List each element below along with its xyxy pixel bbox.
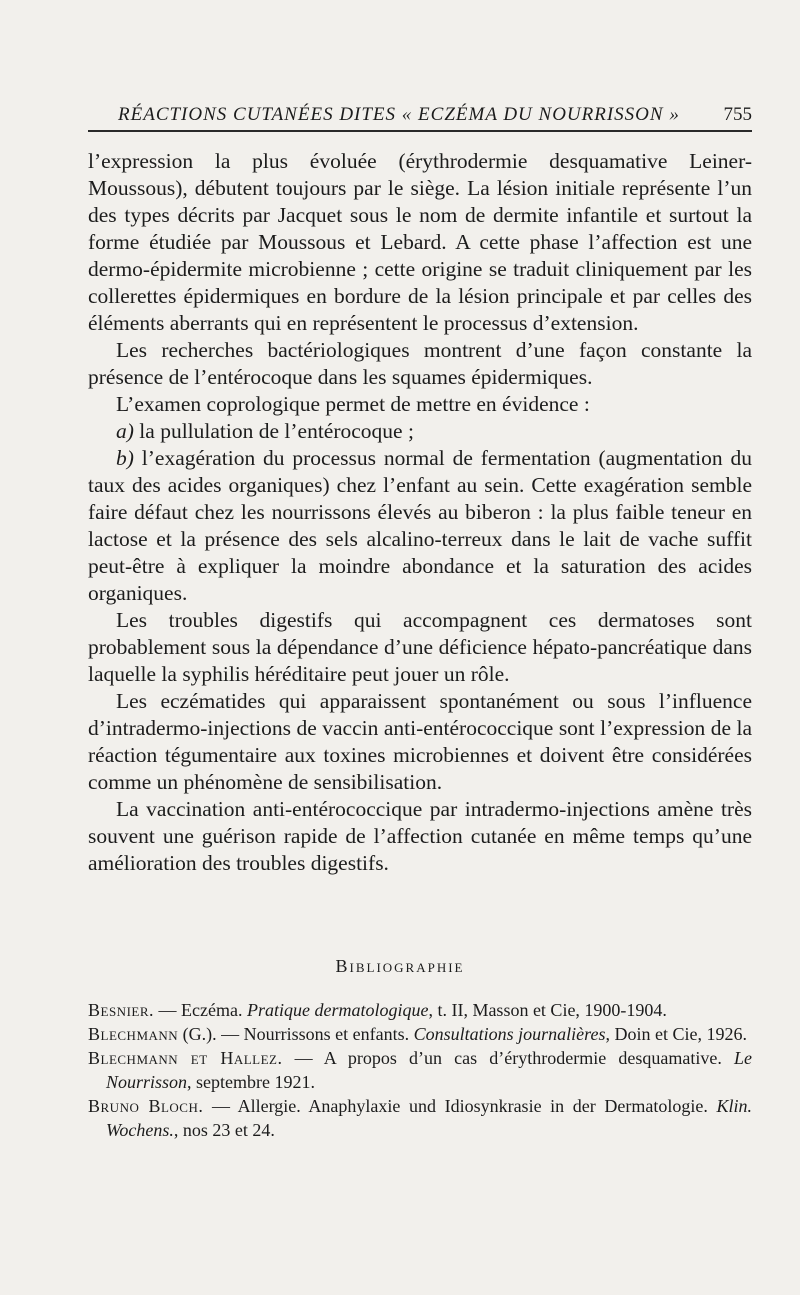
list-item-text: la pullulation de l’entérocoque ; xyxy=(139,419,414,443)
bib-author: Bruno Bloch. xyxy=(88,1096,204,1116)
paragraph: Les recherches bactériologiques montrent d’une façon constante la présence de l’entérocoque dans les squames épidermiques. xyxy=(88,338,752,389)
bib-text: , Doin et Cie, 1926. xyxy=(605,1024,747,1044)
bib-work-title: Le Nourrisson xyxy=(106,1048,752,1092)
bib-text: , nos 23 et 24. xyxy=(173,1120,275,1140)
list-marker: b) xyxy=(116,446,134,470)
bib-work-title: Pratique dermatologique xyxy=(246,1000,429,1020)
bibliography-entry xyxy=(88,998,752,1022)
list-marker: a) xyxy=(116,419,134,443)
paragraph: Les eczématides qui apparaissent spontanément ou sous l’influence d’intradermo-injections de vaccin anti-entérococcique sont l’expression de la réaction tégumentaire aux toxines microbiennes et doivent être considérées comme un phénomène de sensibilisation. xyxy=(88,689,752,794)
bib-author: Blechmann et Hallez. xyxy=(88,1048,283,1068)
bibliography-entry xyxy=(88,1022,752,1046)
list-item-text: l’exagération du processus normal de fermentation (augmentation du taux des acides organiques) chez l’enfant au sein. Cette exagération semble faire défaut chez les nourrissons élevés au biberon : la plus faible teneur en lactose et la présence des sels alcalino-terreux dans le lait de vache suffit peut-être à expliquer la moindre abondance et la saturation des acides organiques. xyxy=(88,446,752,605)
page-number: 755 xyxy=(723,104,752,125)
bibliography-list xyxy=(88,998,752,1142)
bibliography-entry xyxy=(88,1046,752,1094)
bib-work-title: Consultations journalières xyxy=(413,1024,606,1044)
bib-work-title: Klin. Wochens. xyxy=(106,1096,752,1140)
bib-text: , t. II, Masson et Cie, 1900-1904. xyxy=(428,1000,667,1020)
paragraph: Les troubles digestifs qui accompagnent ces dermatoses sont probablement sous la dépendance d’une déficience hépato-pancréatique dans laquelle la syphilis héréditaire peut jouer un rôle. xyxy=(88,608,752,686)
bib-text: — Allergie. Anaphylaxie und Idiosynkrasie in der Dermatologie. xyxy=(203,1096,717,1116)
bibliography-entry xyxy=(88,1094,752,1142)
running-header xyxy=(88,100,752,132)
bib-text: — A propos d’un cas d’érythrodermie desquamative. xyxy=(282,1048,734,1068)
bib-text: — Eczéma. xyxy=(154,1000,247,1020)
paragraph: L’examen coprologique permet de mettre en évidence : xyxy=(116,392,590,416)
bibliography-title: Bibliographie xyxy=(335,956,465,976)
paragraph: l’expression la plus évoluée (érythrodermie desquamative Leiner-Moussous), débutent toujours par le siège. La lésion initiale représente l’un des types décrits par Jacquet sous le nom de dermite infantile et surtout la forme étudiée par Moussous et Lebard. A cette phase l’affection est une dermo-épidermite microbienne ; cette origine se traduit cliniquement par les collerettes épidermiques en bordure de la lésion principale et par celles des éléments aberrants qui en représentent le processus d’extension. xyxy=(88,149,752,335)
running-title: RÉACTIONS CUTANÉES DITES « ECZÉMA DU NOURRISSON » xyxy=(118,104,680,125)
list-item xyxy=(88,418,752,445)
bib-text: , septembre 1921. xyxy=(187,1072,315,1092)
main-text xyxy=(88,148,752,877)
bib-author: Blechmann xyxy=(88,1024,179,1044)
paragraph: La vaccination anti-entérococcique par intradermo-injections amène très souvent une guérison rapide de l’affection cutanée en même temps qu’une amélioration des troubles digestifs. xyxy=(88,797,752,875)
list-item xyxy=(88,445,752,607)
bib-text: (G.). — Nourrissons et enfants. xyxy=(178,1024,414,1044)
bib-author: Besnier. xyxy=(88,1000,155,1020)
